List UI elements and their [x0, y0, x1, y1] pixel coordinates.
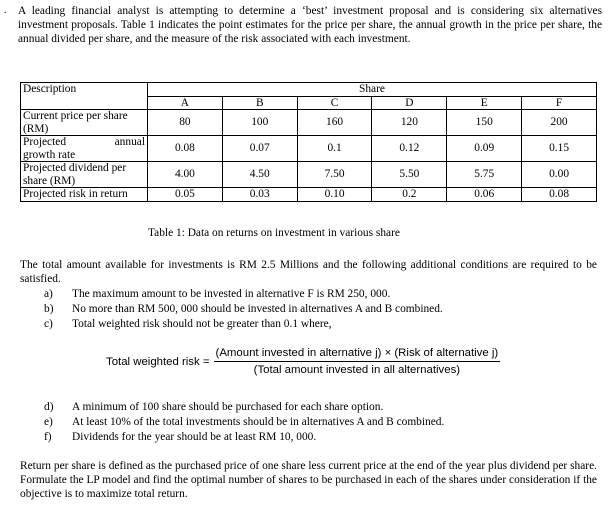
table-cell: 150: [447, 110, 522, 136]
condition-e: e) At least 10% of the total investments should be in alternatives A and B combined.: [44, 416, 445, 428]
table-cell: 0.2: [372, 188, 447, 202]
table-cell: 200: [522, 110, 597, 136]
column-label-f: F: [522, 96, 597, 110]
table-cell: 160: [297, 110, 372, 136]
description-header: Description: [21, 83, 148, 110]
table-row: [21, 188, 597, 202]
column-label-d: D: [372, 96, 447, 110]
weighted-risk-formula: [106, 346, 500, 377]
condition-d: d) A minimum of 100 share should be purchased for each share option.: [44, 401, 384, 413]
row-label-risk: Projected risk in return: [21, 188, 148, 202]
closing-paragraph: Return per share is defined as the purchased price of one share less current price at the end of the year plus dividend per share. Formulate the LP model and find the optimal number of shares to be purchased in each of the shares under consideration if the objective is to maximize total return.: [20, 460, 597, 500]
table-row: [21, 110, 597, 136]
table-cell: 120: [372, 110, 447, 136]
table-cell: 4.50: [222, 162, 297, 188]
table-cell: 0.08: [522, 188, 597, 202]
column-label-b: B: [222, 96, 297, 110]
row-label-growth-rate: Projected annual growth rate: [21, 136, 148, 162]
condition-b: b) No more than RM 500, 000 should be invested in alternatives A and B combined.: [44, 303, 443, 315]
table-cell: 0.07: [222, 136, 297, 162]
bullet-marker: .: [4, 5, 7, 16]
table-cell: 4.00: [148, 162, 223, 188]
column-label-e: E: [447, 96, 522, 110]
column-label-c: C: [297, 96, 372, 110]
intro-paragraph: A leading financial analyst is attempting to determine a ‘best’ investment proposal and is considering six alternatives investment proposals. Table 1 indicates the point estimates for the price per share, the annual growth in the price per share, the annual divided per share, and the measure of the risk associated with each investment.: [18, 5, 602, 45]
intro-block: [4, 4, 604, 46]
formula-denominator: (Total amount invested in all alternatives): [253, 364, 461, 376]
table-cell: 0.08: [148, 136, 223, 162]
table-cell: 7.50: [297, 162, 372, 188]
table-cell: 0.03: [222, 188, 297, 202]
table-cell: 0.00: [522, 162, 597, 188]
table-cell: 0.12: [372, 136, 447, 162]
budget-paragraph: The total amount available for investments is RM 2.5 Millions and the following additional conditions are required to be satisfied.: [20, 259, 597, 285]
condition-c: c) Total weighted risk should not be greater than 0.1 where,: [44, 318, 332, 330]
table-row: [21, 162, 597, 188]
share-header: Share: [148, 83, 597, 97]
table-row: [21, 136, 597, 162]
share-data-table: [20, 82, 597, 202]
table-cell: 0.1: [297, 136, 372, 162]
table-cell: 0.10: [297, 188, 372, 202]
table-cell: 0.09: [447, 136, 522, 162]
table-cell: 0.15: [522, 136, 597, 162]
table-caption: Table 1: Data on returns on investment in various share: [148, 227, 400, 239]
table-header-row: [21, 83, 597, 97]
row-label-dividend: Projected dividend per share (RM): [21, 162, 148, 188]
table-cell: 0.05: [148, 188, 223, 202]
table-cell: 100: [222, 110, 297, 136]
table-cell: 5.50: [372, 162, 447, 188]
formula-fraction: [214, 346, 501, 377]
column-label-a: A: [148, 96, 223, 110]
condition-a: a) The maximum amount to be invested in alternative F is RM 250, 000.: [44, 288, 391, 300]
formula-numerator: (Amount invested in alternative j) × (Risk of alternative j): [214, 346, 501, 362]
table-cell: 0.06: [447, 188, 522, 202]
table-cell: 5.75: [447, 162, 522, 188]
row-label-current-price: Current price per share (RM): [21, 110, 148, 136]
formula-lhs: Total weighted risk =: [106, 355, 210, 368]
condition-f: f) Dividends for the year should be at least RM 10, 000.: [44, 431, 317, 443]
table-cell: 80: [148, 110, 223, 136]
